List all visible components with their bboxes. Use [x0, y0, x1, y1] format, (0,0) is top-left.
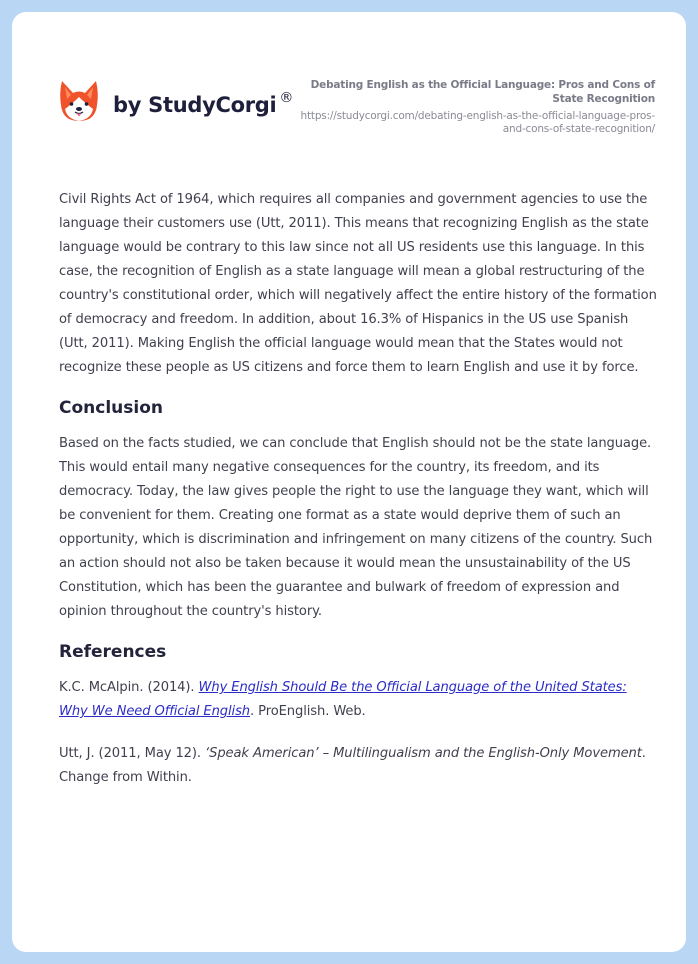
reference-item-mcalpin [59, 676, 659, 724]
reference-title-utt: ‘Speak American’ – Multilingualism and the English-Only Movement [205, 746, 642, 761]
logo-wordmark [113, 90, 294, 117]
page-header [59, 72, 655, 142]
reference-prefix: Utt, J. (2011, May 12). [59, 746, 206, 761]
document-page [12, 12, 686, 952]
logo-text: by StudyCorgi [113, 93, 277, 117]
document-title: Debating English as the Official Language: Pros and Cons of State Recognition [310, 79, 655, 105]
reference-item-utt [59, 742, 659, 790]
reference-link-mcalpin[interactable]: Why English Should Be the Official Language of the United States: Why We Need Official English [59, 680, 627, 719]
references-heading: References [59, 642, 167, 662]
references-list [59, 676, 659, 790]
document-meta [295, 78, 655, 136]
conclusion-paragraph: Based on the facts studied, we can conclude that English should not be the state language. This would entail many negative consequences for the country, its freedom, and its democracy. Today, the law gives people the right to use the language they want, which will be convenient for them. Creating one format as a state would deprive them of such an opportunity, which is discrimination and infringement on many citizens of the country. Such an action should not also be taken because it would mean the unsustainability of the US Constitution, which has been the guarantee and bulwark of freedom of expression and opinion throughout the country's history. [59, 436, 653, 619]
corgi-logo-icon [59, 79, 99, 123]
intro-paragraph: Civil Rights Act of 1964, which requires all companies and government agencies to use the language their customers use (Utt, 2011). This means that recognizing English as the state language would be contrary to this law since not all US residents use this language. In this case, the recognition of English as a state language will mean a global restructuring of the country's constitutional order, which will negatively affect the entire history of the formation of democracy and freedom. In addition, about 16.3% of Hispanics in the US use Spanish (Utt, 2011). Making English the official language would mean that the States would not recognize these people as US citizens and force them to learn English and use it by force. [59, 192, 657, 375]
document-url[interactable]: https://studycorgi.com/debating-english-as-the-official-language-pros-and-cons-of-state-recognition/ [300, 110, 655, 135]
studycorgi-logo[interactable] [59, 76, 293, 126]
reference-prefix: K.C. McAlpin. (2014). [59, 680, 199, 695]
reference-suffix: . Change from Within. [59, 746, 646, 785]
reference-suffix: . ProEnglish. Web. [250, 704, 366, 719]
conclusion-heading: Conclusion [59, 398, 163, 418]
registered-mark: ® [279, 90, 294, 106]
document-body [59, 188, 659, 790]
